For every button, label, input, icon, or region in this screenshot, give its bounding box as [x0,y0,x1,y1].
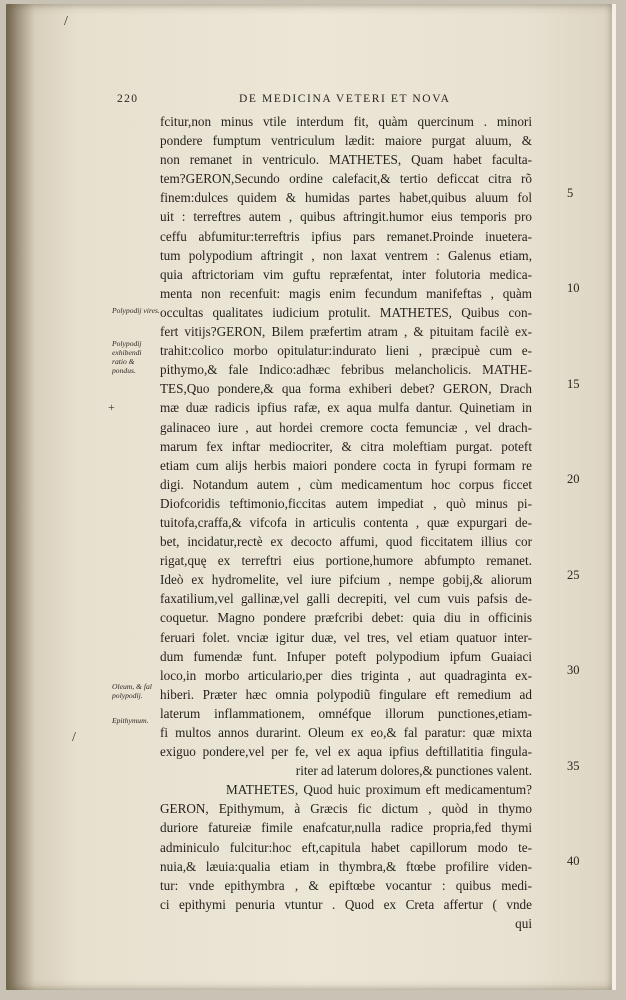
text-line: dum fumendæ funt. Infuper poteft polypodium ipfum Guaiaci [160,648,532,664]
text-line: pondere fumptum ventriculum lædit: maiore purgat aluum, & [160,133,532,149]
text-line: tur: vnde epithymbra , & epiftœbe vocantur : quibus medi- [160,877,532,893]
text-line: exiguo pondere,vel per fe, vel ex aqua ipfius deftillatitia fingula- [160,744,532,760]
running-title: DE MEDICINA VETERI ET NOVA [239,93,451,105]
text-line: TES,Quo pondere,& qua forma exhiberi debet? GERON, Drach [160,381,532,397]
text-line: feruari folet. vnciæ igitur duæ, vel tres, vel etiam quatuor inter- [160,629,532,645]
line-number: 20 [567,472,580,486]
text-line: quia aftrictoriam vim guftu repræfentat, inter folutoria medica- [160,266,532,282]
text-line: non remanet in ventriculo. MATHETES, Quam habet faculta- [160,152,532,168]
text-line: bet, incidatur,rectè ex decocto affumi, quod ficcitatem illius cor [160,534,532,550]
text-line: etiam cum alijs herbis maiori pondere cocta in fyrupi formam re [160,457,532,473]
text-line: digi. Notandum autem , cùm medicamentum hoc corpus ficcet [160,476,532,492]
running-header [117,93,517,109]
line-number: 30 [567,663,580,677]
text-line: rigat,quę ex terreftri eius portione,humore abfumpto remanet. [160,553,532,569]
text-line: GERON, Epithymum, à Græcis fic dictum , quòd in thymo [160,801,532,817]
line-number: 15 [567,377,580,391]
page-edge [612,4,616,990]
marginal-note: Oleum, & fal polypodij. [112,682,152,700]
text-line: finem:dulces quidem & humidas partes habet,quibus aluum fol [160,190,532,206]
page-number: 220 [117,93,139,105]
text-line: menta non recenfuit: magis enim fecundum manifeftas , quàm [160,285,532,301]
text-line: MATHETES, Quod huic proximum eft medicamentum? [226,782,532,798]
body-text [160,112,532,933]
text-line: loco,in morbo articulario,per dies triginta , aut quadraginta ex- [160,667,532,683]
text-line: fcitur,non minus vtile interdum fit, quàm quercinum . minori [160,114,532,129]
text-line: Diofcoridis teftimonio,ficcitas autem impediat , quò minus pi- [160,495,532,511]
text-line: galinaceo iure , aut hordei cremore cocta femunciæ , vel drach- [160,419,532,435]
text-line: duriore fatureiæ fimile enafcatur,nulla radice propria,fed thymi [160,820,532,836]
line-number: 10 [567,281,580,295]
text-line: riter ad laterum dolores,& punctiones valent. [295,763,532,779]
line-number: 40 [567,854,580,868]
text-line: fert vitijs?GERON, Bilem præfertim atram , & pituitam facilè ex- [160,324,532,340]
marginal-note: Epithymum. [112,716,149,725]
text-line: nuia,& læuia:qualia etiam in thymbra,& ftœbe profilire viden- [160,858,532,874]
text-line: hiberi. Præter hæc omnia polypodiũ fingulare eft remedium ad [160,686,532,702]
marginal-note: Polypodij exhibendi ratio & pondus. [112,339,142,375]
line-number: 25 [567,568,580,582]
ink-mark: + [108,400,115,414]
text-line: laterum inflammationem, omnéfque illorum punctiones,etiam- [160,705,532,721]
text-line: ceffu abfumitur:terreftris ipfius pars remanet.Proinde inuetera- [160,228,532,244]
text-line: adminiculo fulcitur:hoc eft,capitula habet capillorum modo te- [160,839,532,855]
text-line: fi multos annos durarint. Oleum ex eo,& fal paratur: quæ mixta [160,725,532,740]
text-line: mæ duæ radicis ipfius rafæ, ex aqua mulfa dantur. Quinetiam in [160,400,532,416]
text-line: pithymo,& fale Indico:adhæc febribus melancholicis. MATHE- [160,362,532,378]
text-line: trahit:colico morbo opitulatur:indurato lieni , præcipuè cum e- [160,343,532,359]
marginal-note: Polypodij vires. [112,306,160,315]
ink-mark: / [72,730,76,745]
text-line: faxatilium,vel gallinæ,vel galli decrepiti, vel cum vuis pafsis de- [160,591,532,607]
text-line: tem?GERON,Secundo ordine calefacit,& tertio deficcat citra rõ [160,171,532,187]
text-line: marum fex inftar mediocriter, & citra moleftiam purgat. poteft [160,438,532,454]
text-line: ci epithymi penuria vtuntur . Quod ex Creta affertur ( vnde [160,896,532,912]
text-line: tuitofa,craffa,& vifcofa in articulis contenta , quæ expurgari de- [160,514,532,530]
text-line: Ideò ex hydromelite, vel iure pifcium , nempe gobij,& aliorum [160,572,532,588]
line-number: 5 [567,186,574,200]
line-number: 35 [567,759,580,773]
text-line: tum polypodium aftringit , non laxat ventrem : Galenus etiam, [160,247,532,263]
text-line: occultas qualitates iudicium protulit. MATHETES, Quibus con- [160,304,532,320]
gutter-shadow [6,4,34,990]
text-line: coquetur. Magno pondere præfcribi debet: quia diu in officinis [160,610,532,626]
ink-mark: / [64,14,68,29]
catchword: qui [515,915,532,931]
text-line: uit : terreftres autem , quibus aftringit.humor eius temporis pro [160,209,532,225]
